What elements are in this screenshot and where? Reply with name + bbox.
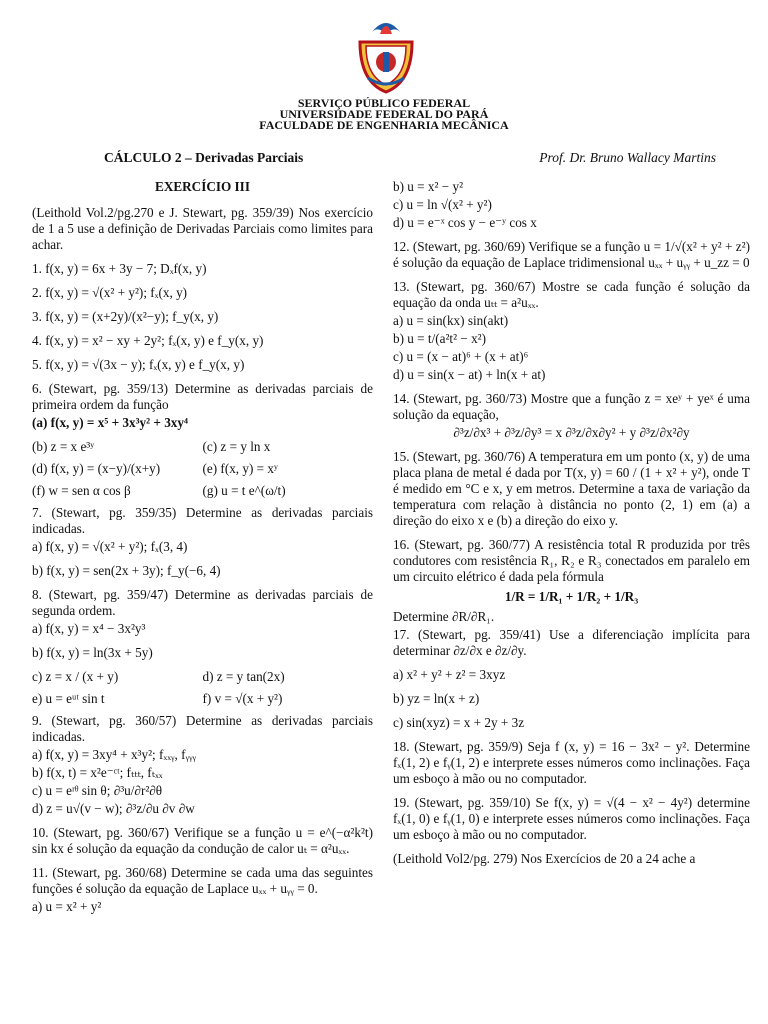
question-20-intro: (Leithold Vol2/pg. 279) Nos Exercícios de 20 a 24 ache a — [393, 851, 696, 866]
intro-text: (Leithold Vol.2/pg.270 e J. Stewart, pg. 359/39) Nos exercício de 1 a 5 use a definição de Derivadas Parciais como limites para achar. — [32, 205, 373, 252]
question-7b: b) f(x, y) = sen(2x + 3y); f_y(−6, 4) — [32, 563, 221, 578]
question-15: 15. (Stewart, pg. 360/76) A temperatura em um ponto (x, y) de uma placa plana de metal é dada por T(x, y) = 60 / (1 + x² + y²), onde T é medido em °C e x, y em metros. Determine a taxa de variação da temperatura com relação à distância no ponto (2, 1) em (a) a direção do eixo x e (b) a direção do eixo y. — [393, 449, 750, 528]
question-13a: a) u = sin(kx) sin(akt) — [393, 313, 509, 328]
question-19: 19. (Stewart, pg. 359/10) Se f(x, y) = √(4 − x² − 4y²) determine fₓ(1, 0) e fᵧ(1, 0) e interprete esses números como inclinações. Faça um esboço à mão ou no computador. — [393, 795, 750, 842]
question-6g: (g) u = t e^(ω/t) — [202, 483, 286, 498]
question-5: 5. f(x, y) = √(3x − y); fₓ(x, y) e f_y(x, y) — [32, 357, 245, 372]
question-18: 18. (Stewart, pg. 359/9) Seja f (x, y) = 16 − 3x² − y². Determine fₓ(1, 2) e fᵧ(1, 2) e interprete esses números como inclinações. Faça um esboço à mão ou no computador. — [393, 739, 750, 786]
question-9b: b) f(x, t) = x²e⁻ᶜᵗ; fₜₜₜ, fₜₓₓ — [32, 765, 163, 780]
question-14: 14. (Stewart, pg. 360/73) Mostre que a função z = xeʸ + yeˣ é uma solução da equação, — [393, 391, 750, 422]
question-8f: f) v = √(x + y²) — [202, 691, 283, 706]
question-8a: a) f(x, y) = x⁴ − 3x²y³ — [32, 621, 146, 636]
question-17c: c) sin(xyz) = x + 2y + 3z — [393, 715, 525, 730]
left-column — [32, 179, 373, 917]
question-11b: b) u = x² − y² — [393, 179, 464, 194]
question-8d: d) z = y tan(2x) — [202, 669, 285, 684]
question-9d: d) z = u√(v − w); ∂³z/∂u ∂v ∂w — [32, 801, 195, 816]
question-9: 9. (Stewart, pg. 360/57) Determine as derivadas parciais indicadas. — [32, 713, 373, 744]
course-title: CÁLCULO 2 – Derivadas Parciais — [104, 150, 304, 165]
question-11d: d) u = e⁻ˣ cos y − e⁻ʸ cos x — [393, 215, 537, 230]
professor-name: Prof. Dr. Bruno Wallacy Martins — [539, 150, 716, 165]
question-13b: b) u = t/(a²t² − x²) — [393, 331, 487, 346]
header-line-3: FACULDADE DE ENGENHARIA MECÂNICA — [259, 118, 509, 132]
question-13: 13. (Stewart, pg. 360/67) Mostre se cada função é solução da equação da onda uₜₜ = a²uₓₓ. — [393, 279, 750, 310]
question-17b: b) yz = ln(x + z) — [393, 691, 480, 706]
question-8b: b) f(x, y) = ln(3x + 5y) — [32, 645, 153, 660]
question-14-equation: ∂³z/∂x³ + ∂³z/∂y³ = x ∂³z/∂x∂y² + y ∂³z/∂x²∂y — [453, 425, 690, 440]
question-11: 11. (Stewart, pg. 360/68) Determine se cada uma das seguintes funções é solução da equação de Laplace uₓₓ + uᵧᵧ = 0. — [32, 865, 373, 896]
question-11a: a) u = x² + y² — [32, 899, 102, 914]
question-6d: (d) f(x, y) = (x−y)/(x+y) — [32, 461, 161, 476]
question-6: 6. (Stewart, pg. 359/13) Determine as derivadas parciais de primeira ordem da função — [32, 381, 373, 412]
exercise-title: EXERCÍCIO III — [155, 179, 250, 194]
question-6a: (a) f(x, y) = x⁵ + 3x³y² + 3xy⁴ — [32, 415, 188, 430]
question-8e: e) u = eᵘᵗ sin t — [32, 691, 105, 706]
question-17: 17. (Stewart, pg. 359/41) Use a diferenciação implícita para determinar ∂z/∂x e ∂z/∂y. — [393, 627, 750, 658]
question-16-determine: Determine ∂R/∂R₁. — [393, 609, 495, 624]
question-7a: a) f(x, y) = √(x² + y²); fₓ(3, 4) — [32, 539, 188, 554]
university-crest-logo — [350, 12, 422, 94]
question-13d: d) u = sin(x − at) + ln(x + at) — [393, 367, 546, 382]
question-2: 2. f(x, y) = √(x² + y²); fₓ(x, y) — [32, 285, 188, 300]
question-1: 1. f(x, y) = 6x + 3y − 7; Dₓf(x, y) — [32, 261, 207, 276]
header-line-1: SERVIÇO PÚBLICO FEDERAL — [297, 96, 471, 110]
question-9a: a) f(x, y) = 3xy⁴ + x³y²; fₓₓᵧ, fᵧᵧᵧ — [32, 747, 197, 762]
question-6b: (b) z = x e³ʸ — [32, 439, 95, 454]
question-11c: c) u = ln √(x² + y²) — [393, 197, 492, 212]
question-17a: a) x² + y² + z² = 3xyz — [393, 667, 506, 682]
question-13c: c) u = (x − at)⁶ + (x + at)⁶ — [393, 349, 529, 364]
question-12: 12. (Stewart, pg. 360/69) Verifique se a função u = 1/√(x² + y² + z²) é solução da equação de Laplace tridimensional uₓₓ + uᵧᵧ + u_zz = 0 — [393, 239, 750, 270]
question-7: 7. (Stewart, pg. 359/35) Determine as derivadas parciais indicadas. — [32, 505, 373, 536]
question-6c: (c) z = y ln x — [202, 439, 271, 454]
question-8: 8. (Stewart, pg. 359/47) Determine as derivadas parciais de segunda ordem. — [32, 587, 373, 618]
question-8c: c) z = x / (x + y) — [32, 669, 119, 684]
question-9c: c) u = eʳᶿ sin θ; ∂³u/∂r²∂θ — [32, 783, 163, 798]
question-3: 3. f(x, y) = (x+2y)/(x²−y); f_y(x, y) — [32, 309, 219, 324]
question-16: 16. (Stewart, pg. 360/77) A resistência total R produzida por três condutores com resistência R₁, R₂ e R₃ conectados em paralelo em um circuito elétrico é dada pela fórmula — [393, 537, 750, 584]
header-line-2: UNIVERSIDADE FEDERAL DO PARÁ — [279, 107, 489, 121]
right-column — [393, 179, 750, 869]
question-10: 10. (Stewart, pg. 360/67) Verifique se a função u = e^(−α²k²t) sin kx é solução da equação da condução de calor uₜ = α²uₓₓ. — [32, 825, 373, 856]
question-6f: (f) w = sen α cos β — [32, 483, 131, 498]
question-6e: (e) f(x, y) = xʸ — [202, 461, 278, 476]
question-16-equation: 1/R = 1/R₁ + 1/R₂ + 1/R₃ — [504, 589, 639, 604]
question-4: 4. f(x, y) = x² − xy + 2y²; fₓ(x, y) e f_y(x, y) — [32, 333, 264, 348]
